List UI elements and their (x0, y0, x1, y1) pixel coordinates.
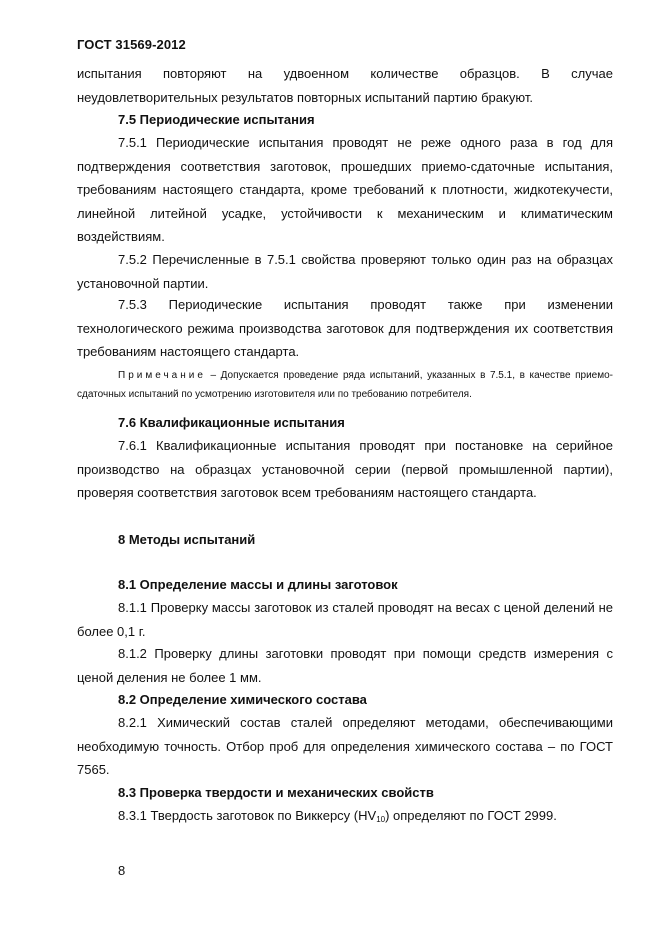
heading-8-1: 8.1 Определение массы и длины заготовок (118, 577, 398, 592)
paragraph-7-5-3: 7.5.3 Периодические испытания проводят также при изменении технологического режима производства заготовок для подтверждения их соответствия требованиям настоящего стандарта. (77, 297, 613, 359)
heading-8-3: 8.3 Проверка твердости и механических свойств (118, 785, 434, 800)
paragraph-8-1-1: 8.1.1 Проверку массы заготовок из сталей проводят на весах с ценой делений не более 0,1 г. (77, 600, 613, 639)
note-block (77, 366, 613, 404)
page-number: 8 (118, 863, 126, 878)
paragraph-8-3-1-text-a: 8.3.1 Твердость заготовок по Виккерсу (HV (118, 808, 377, 823)
paragraph-7-5-2: 7.5.2 Перечисленные в 7.5.1 свойства проверяют только один раз на образцах установочной партии. (77, 252, 613, 291)
vickers-subscript: 10 (376, 815, 386, 824)
note-label: Примечание (118, 370, 206, 381)
heading-7-5: 7.5 Периодические испытания (118, 112, 315, 127)
paragraph-continuation: испытания повторяют на удвоенном количестве образцов. В случае неудовлетворительных результатов повторных испытаний партию бракуют. (77, 66, 613, 105)
paragraph-8-1-2: 8.1.2 Проверку длины заготовки проводят при помощи средств измерения с ценой деления не более 1 мм. (77, 646, 613, 685)
heading-8-2: 8.2 Определение химического состава (118, 692, 367, 707)
paragraph-8-3-1 (77, 804, 613, 832)
paragraph-7-5-1: 7.5.1 Периодические испытания проводят не реже одного раза в год для подтверждения соответствия заготовок, прошедших приемо-сдаточные испытания, требованиям настоящего стандарта, кроме требований к плотности, жидкотекучести, линейной литейной усадке, устойчивости к механическим и климатическим воздействиям. (77, 135, 613, 244)
paragraph-8-2-1: 8.2.1 Химический состав сталей определяют методами, обеспечивающими необходимую точность. Отбор проб для определения химического состава – по ГОСТ 7565. (77, 715, 613, 777)
document-code-header: ГОСТ 31569-2012 (77, 37, 186, 52)
heading-7-6: 7.6 Квалификационные испытания (118, 415, 345, 430)
paragraph-7-6-1: 7.6.1 Квалификационные испытания проводят при постановке на серийное производство на образцах установочной серии (первой промышленной партии), проверяя соответствия заготовок всем требованиям настоящего стандарта. (77, 438, 613, 500)
paragraph-8-3-1-text-b: ) определяют по ГОСТ 2999. (385, 808, 557, 823)
heading-section-8: 8 Методы испытаний (118, 532, 256, 547)
note-text: – Допускается проведение ряда испытаний, указанных в 7.5.1, в качестве приемо-сдаточных испытаний по усмотрению изготовителя или по требованию потребителя. (77, 370, 613, 400)
